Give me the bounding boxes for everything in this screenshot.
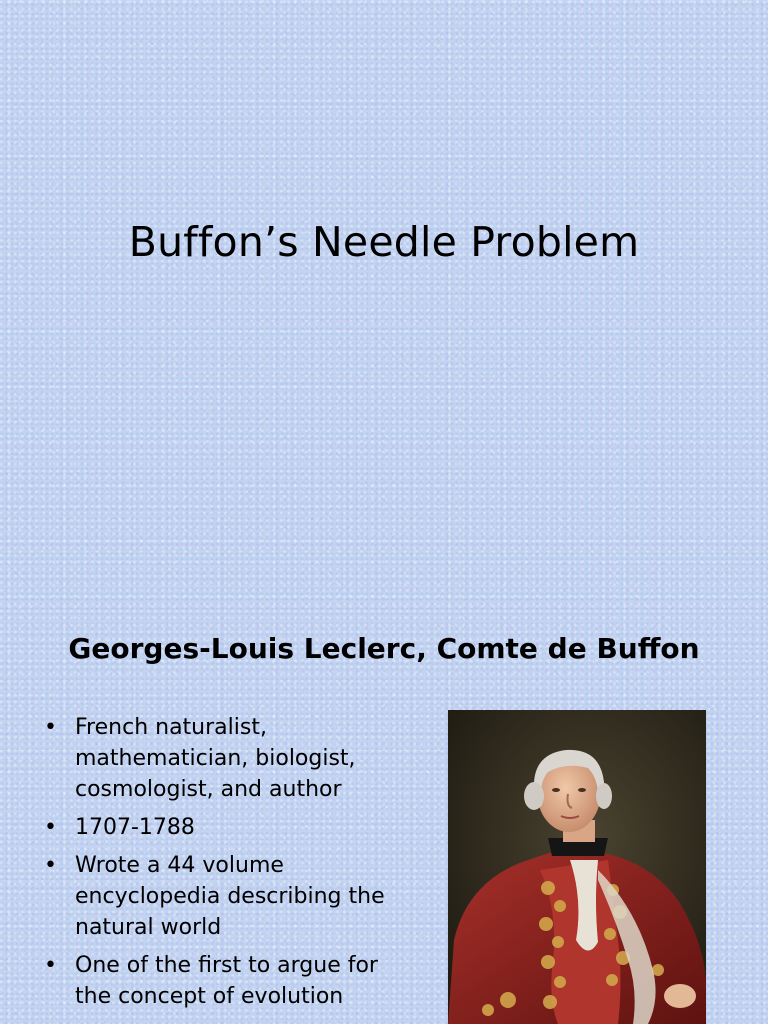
portrait-image bbox=[448, 710, 706, 1024]
portrait-illustration bbox=[448, 710, 706, 1024]
slide-heading: Georges-Louis Leclerc, Comte de Buffon bbox=[68, 632, 700, 665]
list-item bbox=[44, 850, 416, 943]
list-item bbox=[44, 812, 416, 843]
bullet-text: Wrote a 44 volume encyclopedia describing the natural world bbox=[75, 853, 385, 940]
bullet-icon: • bbox=[44, 853, 57, 878]
bullet-icon: • bbox=[44, 715, 57, 740]
list-item bbox=[44, 712, 416, 805]
bio-slide bbox=[0, 512, 768, 1024]
bullet-icon: • bbox=[44, 815, 57, 840]
bullet-list bbox=[44, 712, 416, 1019]
bullet-text: One of the first to argue for the concept of evolution bbox=[75, 953, 378, 1009]
bullet-icon: • bbox=[44, 953, 57, 978]
bullet-text: 1707-1788 bbox=[75, 815, 195, 840]
slide-title: Buffon’s Needle Problem bbox=[128, 218, 640, 266]
list-item bbox=[44, 950, 416, 1012]
bullet-text: French naturalist, mathematician, biologist, cosmologist, and author bbox=[75, 715, 356, 802]
